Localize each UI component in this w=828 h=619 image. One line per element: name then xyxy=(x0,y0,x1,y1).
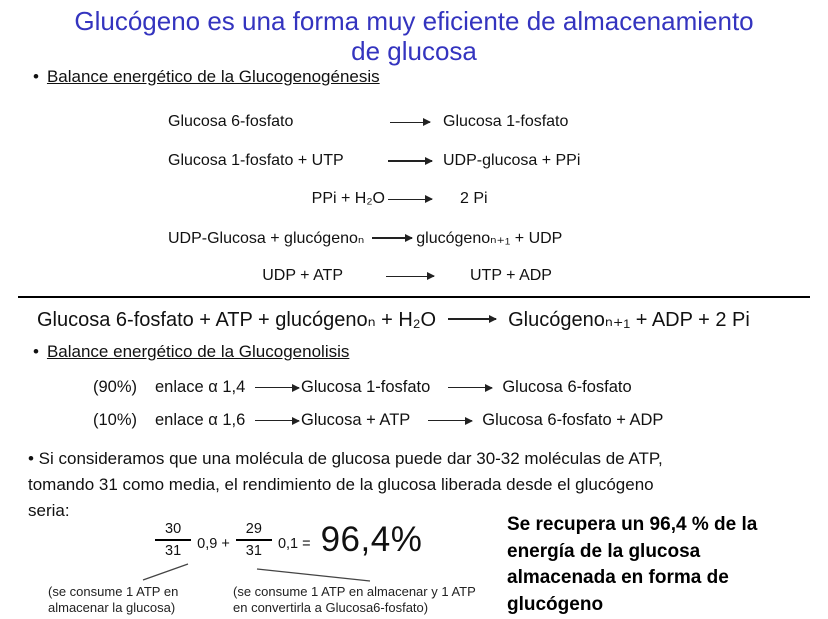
formula-term: 0,9 + xyxy=(197,536,230,552)
right-arrow-icon xyxy=(388,160,432,162)
conclusion-text xyxy=(507,512,812,618)
right-arrow-icon xyxy=(390,122,430,124)
net-equation-left: Glucosa 6-fosfato + ATP + glucógenoₙ + H₂O xyxy=(37,308,437,331)
reactant: UDP + ATP xyxy=(262,267,343,285)
right-arrow-icon xyxy=(255,420,299,422)
fraction-denominator: 31 xyxy=(245,543,262,559)
reaction-row xyxy=(0,180,828,219)
bullet-icon: • xyxy=(33,342,39,361)
heading-glucogenolisis-label: Balance energético de la Glucogenolisis xyxy=(46,342,350,361)
note-right xyxy=(233,584,476,615)
conclusion-line: energía de la glucosa xyxy=(507,540,701,562)
yield-formula xyxy=(155,520,422,560)
fraction-numerator: 29 xyxy=(236,521,272,541)
paragraph-line: seria: xyxy=(28,501,70,520)
right-arrow-icon xyxy=(428,420,472,422)
right-arrow-icon xyxy=(386,276,434,278)
net-equation xyxy=(37,304,750,334)
right-arrow-icon xyxy=(372,237,412,239)
product: Glucosa 1-fosfato xyxy=(443,113,569,131)
reactant: Glucosa 1-fosfato + UTP xyxy=(168,151,344,169)
reaction-row xyxy=(0,103,828,142)
pathway-intermediate: Glucosa 1-fosfato xyxy=(301,378,431,396)
note-left xyxy=(48,584,178,615)
slide-title-line1: Glucógeno es una forma muy eficiente de almacenamiento xyxy=(74,6,754,36)
product: glucógenoₙ₊₁ + UDP xyxy=(416,229,563,247)
product: 2 Pi xyxy=(460,190,488,208)
pathway-intermediate: Glucosa + ATP xyxy=(301,411,411,429)
fraction-denominator: 31 xyxy=(165,543,182,559)
pathway-bond: enlace α 1,6 xyxy=(155,411,246,429)
fraction-numerator: 30 xyxy=(155,521,191,541)
heading-glucogenogenesis xyxy=(33,67,380,87)
pathway-product: Glucosa 6-fosfato xyxy=(502,378,632,396)
fraction-30-31 xyxy=(155,521,191,559)
paragraph-line: tomando 31 como media, el rendimiento de la glucosa liberada desde el glucógeno xyxy=(28,475,654,494)
pathway-row xyxy=(93,404,663,437)
pathway-list xyxy=(93,371,663,437)
pathway-row xyxy=(93,371,663,404)
paragraph-line: • Si consideramos que una molécula de glucosa puede dar 30-32 moléculas de ATP, xyxy=(28,449,663,468)
conclusion-line: Se recupera un 96,4 % de la xyxy=(507,514,758,535)
note-line: (se consume 1 ATP en xyxy=(48,584,179,599)
fraction-29-31 xyxy=(236,521,272,559)
pathway-percent: (90%) xyxy=(93,378,138,396)
reaction-row xyxy=(0,142,828,181)
formula-result: 96,4% xyxy=(320,520,423,559)
net-equation-right: Glucógenoₙ₊₁ + ADP + 2 Pi xyxy=(508,308,750,331)
bullet-icon: • xyxy=(33,67,39,86)
conclusion-line: glucógeno xyxy=(507,593,604,615)
right-arrow-icon xyxy=(448,387,492,389)
reaction-row xyxy=(0,219,828,258)
heading-glucogenogenesis-label: Balance energético de la Glucogenogénesis xyxy=(46,67,380,86)
right-arrow-icon xyxy=(388,199,432,201)
formula-term: 0,1 = xyxy=(277,536,311,552)
note-line: almacenar la glucosa) xyxy=(48,599,176,615)
right-arrow-icon xyxy=(255,387,299,389)
divider-line xyxy=(18,296,810,298)
reaction-list xyxy=(0,103,828,296)
conclusion-line: almacenada en forma de xyxy=(507,567,729,588)
reactant: Glucosa 6-fosfato xyxy=(168,113,294,131)
slide-title-line2: de glucosa xyxy=(351,36,477,66)
pathway-product: Glucosa 6-fosfato + ADP xyxy=(482,411,664,429)
reactant: UDP-Glucosa + glucógenoₙ xyxy=(168,229,365,247)
product: UTP + ADP xyxy=(470,267,552,285)
heading-glucogenolisis xyxy=(33,342,349,362)
right-arrow-icon xyxy=(448,318,496,320)
reaction-row xyxy=(0,257,828,296)
pathway-bond: enlace α 1,4 xyxy=(155,378,246,396)
note-line: en convertirla a Glucosa6-fosfato) xyxy=(233,599,429,615)
note-line: (se consume 1 ATP en almacenar y 1 ATP xyxy=(233,584,476,599)
slide-title xyxy=(0,6,828,66)
reactant: PPi + H₂O xyxy=(311,190,385,208)
pathway-percent: (10%) xyxy=(93,411,138,429)
product: UDP-glucosa + PPi xyxy=(443,151,581,169)
